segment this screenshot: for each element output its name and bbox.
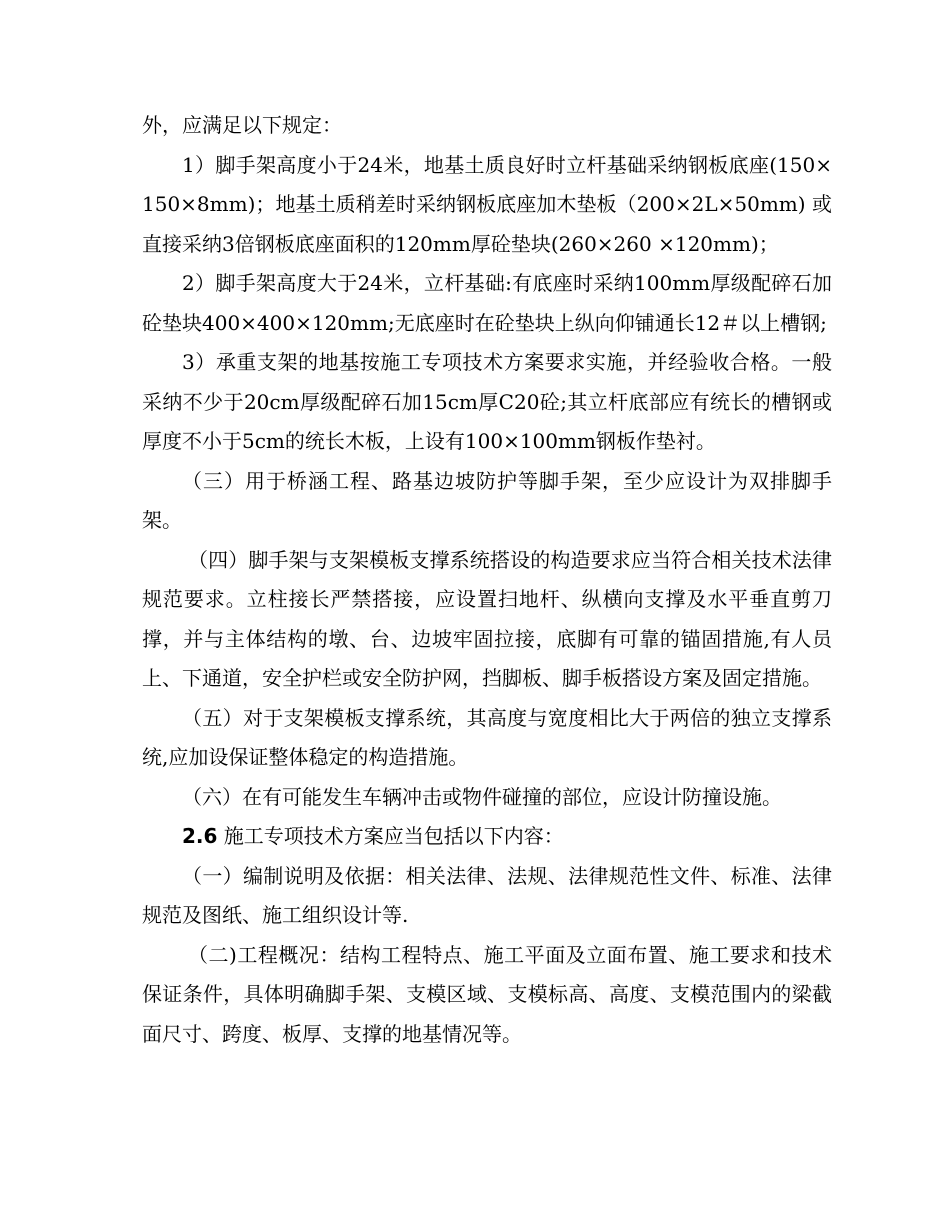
paragraph-content-1: （一）编制说明及依据：相关法律、法规、法律规范性文件、标准、法律规范及图纸、施工组织设计等. [142, 863, 832, 927]
paragraph-content-2: （二)工程概况：结构工程特点、施工平面及立面布置、施工要求和技术保证条件，具体明确脚手架、支模区域、支模标高、高度、支模范围内的梁截面尺寸、跨度、板厚、支撑的地基情况等。 [142, 942, 832, 1046]
paragraph-item-4: （四）脚手架与支架模板支撑系统搭设的构造要求应当符合相关技术法律规范要求。立柱接长严禁搭接，应设置扫地杆、纵横向支撑及水平垂直剪刀撑，并与主体结构的墩、台、边坡牢固拉接，底脚有可靠的锚固措施,有人员上、下通道，安全护栏或安全防护网，挡脚板、脚手板搭设方案及固定措施。 [142, 547, 832, 690]
paragraph-rule-1: 1）脚手架高度小于24米，地基土质良好时立杆基础采纳钢板底座(150×150×8mm)；地基土质稍差时采纳钢板底座加木垫板（200×2L×50mm) 或直接采纳3倍钢板底座面积的120mm厚砼垫块(260×260 ×120mm)； [142, 152, 832, 256]
section-heading-text: 施工专项技术方案应当包括以下内容： [223, 824, 564, 848]
paragraph-rule-3: 3）承重支架的地基按施工专项技术方案要求实施，并经验收合格。一般采纳不少于20cm厚级配碎石加15cm厚C20砼;其立杆底部应有统长的槽钢或厚度不小于5cm的统长木板，上设有100×100mm钢板作垫衬。 [142, 350, 832, 453]
paragraph-continuation: 外，应满足以下规定： [142, 113, 342, 137]
paragraph-rule-2: 2）脚手架高度大于24米，立杆基础:有底座时采纳100mm厚级配碎石加砼垫块400×400×120mm;无底座时在砼垫块上纵向仰铺通长12＃以上槽钢; [142, 271, 832, 335]
paragraph-item-5: （五）对于支架模板支撑系统，其高度与宽度相比大于两倍的独立支撑系统,应加设保证整体稳定的构造措施。 [142, 705, 832, 769]
section-number: 2.6 [182, 824, 218, 848]
paragraph-item-6: （六）在有可能发生车辆冲击或物件碰撞的部位，应设计防撞设施。 [182, 784, 782, 809]
section-heading-2-6 [142, 817, 832, 857]
paragraph-item-3: （三）用于桥涵工程、路基边坡防护等脚手架，至少应设计为双排脚手架。 [142, 468, 832, 532]
document-body [142, 106, 832, 1054]
